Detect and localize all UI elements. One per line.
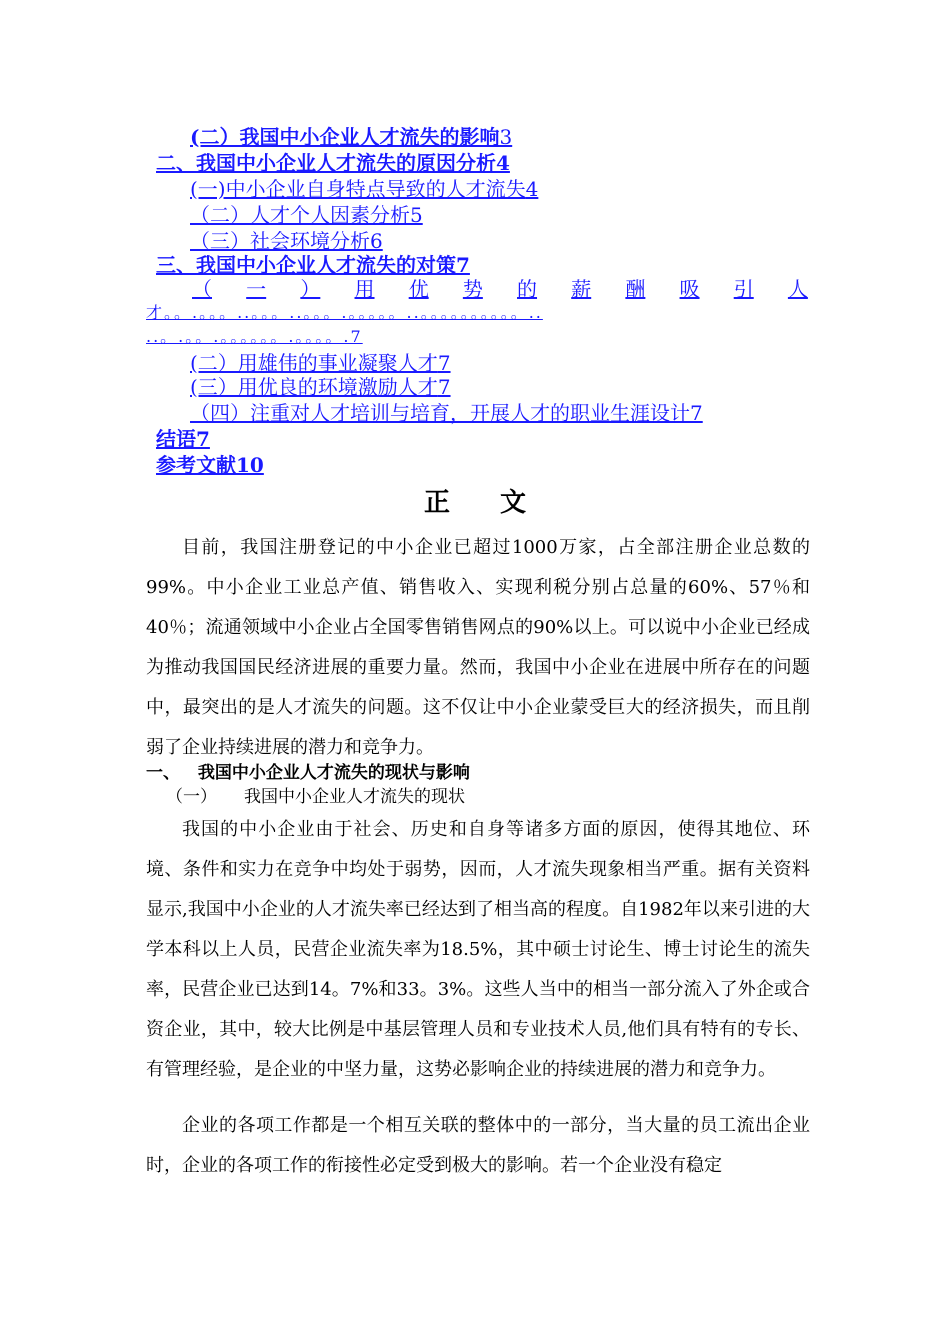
section-heading-1 <box>146 758 470 783</box>
toc-entry-3-1-leader-1[interactable]: 才。。.。。。..。。。..。。。.。。。。。..。。。。。。。。。。.. <box>146 303 543 322</box>
toc-entry-label: (二）我国中小企业人才流失的影响 <box>190 125 500 149</box>
toc-char: 优 <box>408 277 429 301</box>
toc-entry-3-1[interactable] <box>146 276 808 302</box>
paragraph-intro: 目前，我国注册登记的中小企业已超过1000万家，占全部注册企业总数的99%。中小企业工业总产值、销售收入、实现利税分别占总量的60%、57％和40％；流通领域中小企业占全国零售销售网点的90%以上。可以说中小企业已经成为推动我国国民经济进展的重要力量。然而，我国中小企业在进展中所存在的问题中，最突出的是人才流失的问题。这不仅让中小企业蒙受巨大的经济损失，而且削弱了企业持续进展的潜力和竞争力。 <box>146 537 810 758</box>
toc-char: 吸 <box>679 277 700 301</box>
toc-page-number: 4 <box>525 177 539 201</box>
toc-entry-label: （四）注重对人才培训与培育，开展人才的职业生涯设计 <box>190 401 690 425</box>
toc-entry-2-2b[interactable] <box>190 202 423 228</box>
toc-entry-label: 参考文献 <box>156 453 236 477</box>
toc-entry-2[interactable] <box>156 150 510 176</box>
toc-page-number: 7 <box>456 253 470 277</box>
toc-entry-2-1[interactable] <box>190 176 538 202</box>
toc-char: ） <box>300 277 321 301</box>
paragraph-status: 我国的中小企业由于社会、历史和自身等诸多方面的原因，使得其地位、环境、条件和实力在竞争中均处于弱势，因而，人才流失现象相当严重。据有关资料显示,我国中小企业的人才流失率已经达到了相当高的程度。自1982年以来引进的大学本科以上人员，民营企业流失率为18.5%，其中硕士讨论生、博士讨论生的流失率，民营企业已达到14。7%和33。3%。这些人当中的相当一部分流入了外企或合资企业，其中，较大比例是中基层管理人员和专业技术人员,他们具有特有的专长、有管理经验，是企业的中坚力量，这势必影响企业的持续进展的潜力和竞争力。 <box>146 819 810 1080</box>
main-title: 正文 <box>423 488 576 518</box>
toc-char: 酬 <box>625 277 646 301</box>
toc-page-number: 7 <box>437 375 451 399</box>
toc-char: 用 <box>354 277 375 301</box>
subsection-heading-1 <box>166 782 465 807</box>
toc-char: 引 <box>733 277 754 301</box>
section-number: 一、 <box>146 763 180 783</box>
toc-entry-3-1-leader-2[interactable]: ..。.。。.。。。。。。.。。。。.7 <box>146 327 363 346</box>
toc-page-number: 3 <box>499 125 513 149</box>
toc-page-number: 7 <box>196 427 210 451</box>
toc-page-number: 6 <box>370 229 383 253</box>
toc-entry-label: 结语 <box>156 427 196 451</box>
toc-char: 薪 <box>571 277 592 301</box>
toc-entry-label: （二）人才个人因素分析 <box>190 203 410 227</box>
toc-char: （ <box>192 277 212 301</box>
toc-entry-label: 二、我国中小企业人才流失的原因分析 <box>156 151 496 175</box>
toc-entry-label: (一)中小企业自身特点导致的人才流失 <box>190 177 526 201</box>
toc-char: 人 <box>787 277 808 301</box>
toc-entry-2-2[interactable] <box>190 124 512 150</box>
toc-page-number: 4 <box>496 151 510 175</box>
toc-entry-label: 三、我国中小企业人才流失的对策 <box>156 253 456 277</box>
section-title: 我国中小企业人才流失的现状与影响 <box>197 763 470 783</box>
toc-entry-conclusion[interactable] <box>156 426 210 452</box>
toc-entry-label: (二）用雄伟的事业凝聚人才 <box>190 351 438 375</box>
toc-entry-3-3[interactable] <box>190 374 451 400</box>
toc-page-number: 5 <box>410 203 423 227</box>
toc-page-number: 7 <box>690 401 703 425</box>
toc-entry-label: (三）用优良的环境激励人才 <box>190 375 438 399</box>
subsection-title: 我国中小企业人才流失的现状 <box>244 787 465 807</box>
toc-entry-3[interactable] <box>156 252 470 278</box>
toc-page-number: 7 <box>437 351 451 375</box>
toc-char: 的 <box>517 277 538 301</box>
toc-entry-label: （三）社会环境分析 <box>190 229 370 253</box>
toc-char: 势 <box>462 277 483 301</box>
subsection-number: （一） <box>166 787 217 807</box>
toc-char: 一 <box>246 277 267 301</box>
toc-entry-3-2[interactable] <box>190 350 451 376</box>
toc-entry-3-4[interactable] <box>190 400 703 426</box>
toc-entry-references[interactable] <box>156 452 264 478</box>
paragraph-impact: 企业的各项工作都是一个相互关联的整体中的一部分，当大量的员工流出企业时，企业的各项工作的衔接性必定受到极大的影响。若一个企业没有稳定 <box>146 1115 810 1176</box>
toc-page-number: 10 <box>236 453 264 477</box>
toc-entry-2-3[interactable] <box>190 228 383 254</box>
